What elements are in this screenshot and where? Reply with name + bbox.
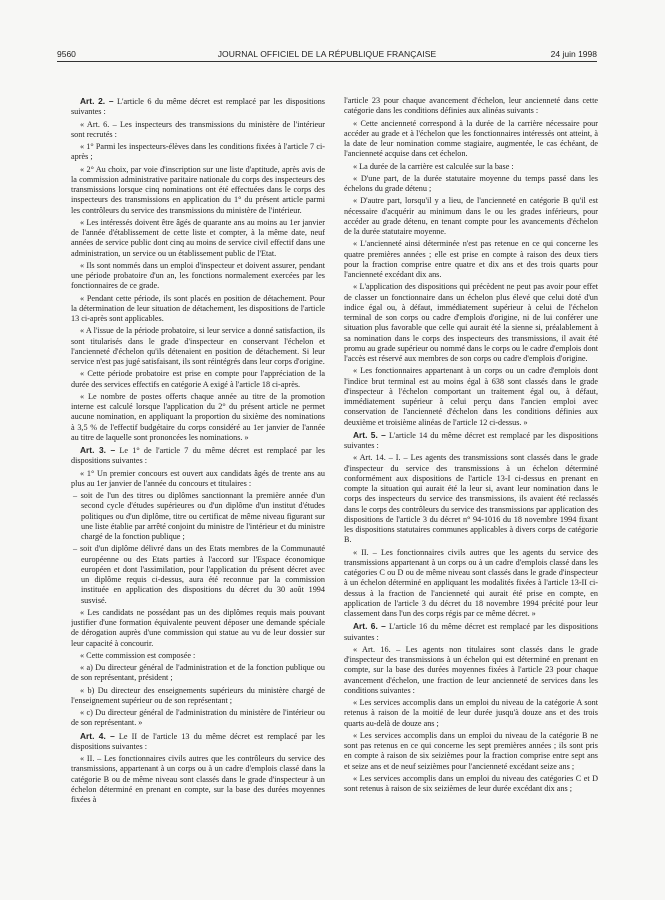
body-paragraph bbox=[344, 196, 598, 237]
paragraph-text: « La durée de la carrière est calculée sur la base : bbox=[353, 161, 514, 171]
body-paragraph bbox=[71, 491, 325, 542]
article-number: Art. 6. – bbox=[353, 621, 386, 632]
paragraph-text: « D'une part, de la durée statutaire moyenne du temps passé dans les échelons du grade détenu ; bbox=[344, 173, 598, 193]
paragraph-text: L'article 14 du même décret est remplacé par les dispositions suivantes : bbox=[344, 430, 598, 450]
paragraph-text: « b) Du directeur des enseignements supérieurs du ministère chargé de l'enseignement supérieur ou de son représentant ; bbox=[71, 685, 325, 705]
paragraph-text: – soit d'un diplôme délivré dans un des Etats membres de la Communauté européenne ou des Etats parties à l'accord sur l'Espace économique européen et dont l'assimilation, pour l'application du présent décret avec un diplôme requis ci-dessus, aura été reconnue par la commission instituée en application des dispositions du décret du 30 août 1994 susvisé. bbox=[73, 544, 325, 605]
body-paragraph bbox=[71, 294, 325, 325]
paragraph-text: « Cette période probatoire est prise en compte pour l'appréciation de la durée des services effectifs en catégorie A exigé à l'article 18 ci-après. bbox=[71, 369, 325, 389]
paragraph-text: « Les intéressés doivent être âgés de quarante ans au moins au 1er janvier de l'année d'établissement de cette liste et compter, à la même date, neuf années de service public dont cinq au moins de service civil effectif dans une administration, un service ou un établissement public de l'Etat. bbox=[71, 217, 325, 258]
left-column bbox=[71, 96, 325, 896]
body-paragraph bbox=[344, 174, 598, 195]
body-paragraph bbox=[344, 366, 598, 428]
body-paragraph bbox=[71, 165, 325, 216]
page-number: 9560 bbox=[57, 49, 76, 59]
paragraph-text: « Art. 14. – I. – Les agents des transmissions sont classés dans le grade d'inspecteur du service des transmissions à un échelon déterminé conformément aux dispositions de l'article 13-I ci-dessus en prenant en compte la situation qui aurait été la leur si, avant leur nomination dans le corps des inspecteurs du service des transmissions, ils avaient été reclassés dans le corps des contrôleurs du service des transmissions par application des dispositions de l'article 3 du décret n° 94-1016 du 18 novembre 1994 fixant les dispositions statutaires communes applicables à divers corps de catégorie B. bbox=[344, 453, 598, 545]
body-paragraph bbox=[344, 774, 598, 795]
journal-title: JOURNAL OFFICIEL DE LA RÉPUBLIQUE FRANÇAISE bbox=[217, 49, 437, 59]
body-paragraph bbox=[71, 686, 325, 707]
article-heading-paragraph bbox=[71, 445, 325, 467]
article-number: Art. 2. – bbox=[80, 96, 114, 106]
body-paragraph bbox=[71, 326, 325, 367]
paragraph-text: « Ils sont nommés dans un emploi d'inspecteur et doivent assurer, pendant une période probatoire d'un an, les fonctions normalement exercées par les fonctionnaires de ce grade. bbox=[71, 260, 325, 291]
body-paragraph bbox=[71, 261, 325, 292]
body-paragraph bbox=[344, 96, 598, 117]
article-number: Art. 3. – bbox=[80, 445, 116, 455]
paragraph-text: « Le nombre de postes offerts chaque année au titre de la promotion interne est calculé lorsque l'application du 2° du présent article ne permet aucune nomination, en appliquant la proportion du sixième des nominations à 3,5 % de l'effectif budgétaire du corps considéré au 1er janvier de l'année au titre de laquelle sont prononcées les nominations. » bbox=[71, 391, 325, 442]
paragraph-text: « Cette ancienneté correspond à la durée de la carrière nécessaire pour accéder au grade et à l'échelon que les fonctionnaires intéressés ont atteint, à la date de leur nomination comme stagiaire, augmentée, le cas échéant, de l'ancienneté acquise dans cet échelon. bbox=[344, 118, 598, 159]
body-paragraph bbox=[71, 369, 325, 390]
paragraph-text: L'article 16 du même décret est remplacé par les dispositions suivantes : bbox=[344, 622, 598, 642]
body-paragraph bbox=[71, 651, 325, 661]
body-paragraph bbox=[344, 162, 598, 172]
publication-date: 24 juin 1998 bbox=[550, 49, 597, 59]
body-paragraph bbox=[71, 469, 325, 490]
paragraph-text: « A l'issue de la période probatoire, si leur service a donné satisfaction, ils sont titularisés dans le grade d'inspecteur en conservant l'échelon et l'ancienneté d'échelon qu'ils détenaient en position de détachement. Si leur service n'est pas jugé satisfaisant, ils sont réintégrés dans leur corps d'origine. bbox=[71, 326, 325, 366]
body-paragraph bbox=[344, 548, 598, 620]
body-paragraph bbox=[344, 119, 598, 160]
right-column bbox=[344, 96, 598, 896]
paragraph-text: L'article 6 du même décret est remplacé par les dispositions suivantes : bbox=[71, 97, 325, 117]
body-paragraph bbox=[71, 218, 325, 259]
body-paragraph bbox=[344, 453, 598, 545]
body-paragraph bbox=[344, 645, 598, 696]
paragraph-text: « II. – Les fonctionnaires civils autres que les agents du service des transmissions appartenant à un corps ou à un cadre d'emplois classé dans les catégories C ou D ou de même niveau sont classés dans le grade d'inspecteur à un échelon déterminé en appliquant les modalités fixées à l'article 13-II ci-dessus à la fraction de l'ancienneté qui aurait été prise en compte, en application de l'article 3 du décret du 18 novembre 1994 précité pour leur classement dans l'un des corps régis par ce même décret. » bbox=[344, 547, 598, 618]
body-paragraph bbox=[344, 698, 598, 729]
article-heading-paragraph bbox=[344, 430, 598, 452]
article-heading-paragraph bbox=[71, 96, 325, 118]
paragraph-text: « Art. 6. – Les inspecteurs des transmissions du ministère de l'intérieur sont recrutés : bbox=[71, 119, 325, 139]
body-paragraph bbox=[71, 544, 325, 606]
paragraph-text: « L'ancienneté ainsi déterminée n'est pas retenue en ce qui concerne les quatre premières années ; elle est prise en compte à raison des deux tiers pour la fraction comprise entre quatre et dix ans et des trois quarts pour l'ancienneté excédant dix ans. bbox=[344, 239, 598, 279]
paragraph-text: – soit de l'un des titres ou diplômes sanctionnant la première année d'un second cycle d'études supérieures ou d'un diplôme d'un institut d'études politiques ou d'un diplôme, titre ou certificat de même niveau figurant sur une liste établie par arrêté conjoint du ministre de l'intérieur et du ministre chargé de la fonction publique ; bbox=[73, 491, 325, 541]
paragraph-text: « Les services accomplis dans un emploi du niveau de la catégorie B ne sont pas retenus en ce qui concerne les sept premières années ; ils sont pris en compte à raison de six seizièmes pour la fraction comprise entre sept ans et seize ans et de neuf seizièmes pour l'ancienneté excédant seize ans ; bbox=[344, 730, 598, 771]
paragraph-text: « Les fonctionnaires appartenant à un corps ou un cadre d'emplois dont l'indice brut terminal est au moins égal à 638 sont classés dans le grade d'inspecteur à l'échelon comportant un traitement égal ou, à défaut, immédiatement supérieur à celui perçu dans l'ancien emploi avec conservation de l'ancienneté d'échelon dans les conditions définies aux deuxième et troisième alinéas de l'article 12 ci-dessus. » bbox=[344, 366, 598, 427]
paragraph-text: « 2° Au choix, par voie d'inscription sur une liste d'aptitude, après avis de la commission administrative paritaire nationale du corps des inspecteurs des transmissions lorsque cinq nominations ont été effectuées dans le corps des inspecteurs des transmissions en application du 1° du présent article parmi les contrôleurs du service des transmissions du ministère de l'intérieur. bbox=[71, 164, 325, 215]
paragraph-text: « II. – Les fonctionnaires civils autres que les contrôleurs du service des transmissions, appartenant à un corps ou à un cadre d'emplois classé dans la catégorie B ou de même niveau sont classés dans le grade d'inspecteur à un échelon déterminé en prenant en compte, sur la base des durées moyennes fixées à bbox=[71, 754, 325, 804]
paragraph-text: « c) Du directeur général de l'administration du ministère de l'intérieur ou de son représentant. » bbox=[71, 708, 325, 728]
paragraph-text: « Les candidats ne possédant pas un des diplômes requis mais pouvant justifier d'une formation équivalente peuvent déposer une demande spéciale de dérogation auprès d'une commission qui statue au vu de leur dossier sur leur capacité à concourir. bbox=[71, 607, 325, 648]
paragraph-text: « 1° Parmi les inspecteurs-élèves dans les conditions fixées à l'article 7 ci-après ; bbox=[71, 142, 325, 162]
body-paragraph bbox=[71, 120, 325, 141]
body-paragraph bbox=[344, 731, 598, 772]
paragraph-text: Le II de l'article 13 du même décret est remplacé par les dispositions suivantes : bbox=[71, 731, 325, 751]
body-paragraph bbox=[344, 239, 598, 280]
body-paragraph bbox=[71, 663, 325, 684]
body-paragraph bbox=[71, 142, 325, 163]
paragraph-text: « Pendant cette période, ils sont placés en position de détachement. Pour la détermination de leur situation de détachement, les dispositions de l'article 13 ci-après sont applicables. bbox=[71, 293, 325, 323]
body-paragraph bbox=[71, 708, 325, 729]
header-rule bbox=[57, 61, 597, 62]
body-paragraph bbox=[71, 392, 325, 443]
article-heading-paragraph bbox=[344, 621, 598, 643]
paragraph-text: « 1° Un premier concours est ouvert aux candidats âgés de trente ans au plus au 1er janvier de l'année du concours et titulaires : bbox=[71, 468, 325, 488]
paragraph-text: « Les services accomplis dans un emploi du niveau des catégories C et D sont retenus à raison de six seizièmes de leur durée excédant dix ans ; bbox=[344, 773, 598, 793]
paragraph-text: Le 1° de l'article 7 du même décret est remplacé par les dispositions suivantes : bbox=[71, 446, 325, 466]
article-number: Art. 4. – bbox=[80, 730, 115, 741]
paragraph-text: « a) Du directeur général de l'administration et de la fonction publique ou de son représentant, président ; bbox=[71, 663, 325, 683]
paragraph-text: « Art. 16. – Les agents non titulaires sont classés dans le grade d'inspecteur des transmissions à un échelon qui est déterminé en prenant en compte, sur la base des durées moyennes fixées à l'article 23 pour chaque avancement d'échelon, une fraction de leur ancienneté de services dans les conditions suivantes : bbox=[344, 644, 598, 695]
paragraph-text: « D'autre part, lorsqu'il y a lieu, de l'ancienneté en catégorie B qu'il est nécessaire d'acquérir au minimum dans le ou les grades inférieurs, pour accéder au grade détenu, en tenant compte pour les avancements d'échelon de la durée statutaire moyenne. bbox=[344, 196, 598, 236]
paragraph-text: « Les services accomplis dans un emploi du niveau de la catégorie A sont retenus à raison de la moitié de leur durée jusqu'à douze ans et des trois quarts au-delà de douze ans ; bbox=[344, 698, 598, 728]
paragraph-text: l'article 23 pour chaque avancement d'échelon, leur ancienneté dans cette catégorie dans les conditions définies aux alinéas suivants : bbox=[344, 96, 598, 116]
paragraph-text: « L'application des dispositions qui précèdent ne peut pas avoir pour effet de classer un fonctionnaire dans un échelon plus élevé que celui doté d'un indice égal ou, à défaut, immédiatement supérieur à celui de l'échelon terminal de son corps ou cadre d'emplois d'origine, ni de lui conférer une situation plus favorable que celle qui aurait été la sienne si, préalablement à sa nomination dans le corps des inspecteurs des transmissions, il avait été promu au grade supérieur ou nommé dans le corps ou le cadre d'emplois dont l'accès est réservé aux membres de son corps ou cadre d'emplois d'origine. bbox=[344, 282, 598, 363]
paragraph-text: « Cette commission est composée : bbox=[80, 650, 196, 660]
body-paragraph bbox=[71, 608, 325, 649]
body-paragraph bbox=[344, 282, 598, 364]
body-paragraph bbox=[71, 754, 325, 805]
article-heading-paragraph bbox=[71, 731, 325, 753]
article-number: Art. 5. – bbox=[353, 429, 386, 440]
